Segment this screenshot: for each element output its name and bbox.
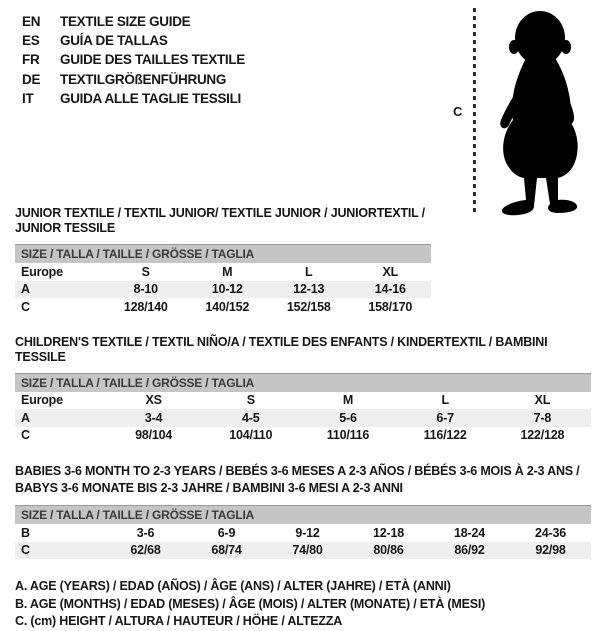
language-code: IT: [22, 90, 34, 106]
table-row: [15, 409, 591, 427]
value-cell: 74/80: [292, 543, 323, 558]
row-label-cell: A: [21, 410, 30, 425]
junior-size-table: [15, 263, 431, 316]
row-label-cell: A: [21, 282, 30, 297]
language-row-en: [22, 12, 245, 31]
table-row: [15, 427, 591, 445]
babies-size-table: [15, 524, 591, 559]
row-label-cell: C: [21, 543, 30, 558]
language-title: GUÍA DE TALLAS: [60, 33, 168, 49]
junior-size-header-band: SIZE / TALLA / TAILLE / GRÖSSE / TAGLIA: [15, 244, 431, 263]
value-cell: 24-36: [535, 525, 566, 540]
value-cell: 18-24: [454, 525, 485, 540]
value-cell: 128/140: [123, 299, 168, 314]
value-cell: 3-4: [144, 410, 163, 425]
babies-table-title: [15, 463, 591, 497]
value-cell: L: [305, 264, 313, 279]
value-cell: 110/116: [326, 428, 370, 443]
language-row-es: [22, 31, 245, 50]
language-code: FR: [22, 52, 40, 68]
value-cell: 140/152: [205, 299, 250, 314]
footnote-age-years: A. AGE (YEARS) / EDAD (AÑOS) / ÂGE (ANS) / ALTER (JAHRE) / ETÀ (ANNI): [15, 579, 451, 593]
height-dotted-line: [473, 8, 476, 212]
height-measure-figure: [448, 6, 598, 218]
table-row: [15, 281, 431, 299]
babies-size-header-band: SIZE / TALLA / TAILLE / GRÖSSE / TAGLIA: [15, 505, 591, 524]
language-title: GUIDA ALLE TAGLIE TESSILI: [60, 90, 241, 106]
value-cell: M: [342, 393, 354, 408]
value-cell: S: [141, 264, 150, 279]
value-cell: S: [246, 393, 255, 408]
value-cell: 5-6: [339, 410, 357, 425]
row-label-cell: B: [21, 525, 30, 540]
language-title: TEXTILGRÖßENFÜHRUNG: [60, 71, 227, 87]
value-cell: 152/158: [286, 299, 331, 314]
value-cell: L: [441, 393, 449, 408]
table-row: [15, 263, 431, 281]
value-cell: 6-9: [217, 525, 236, 540]
language-code: EN: [22, 14, 41, 29]
value-cell: 80/86: [373, 543, 404, 558]
value-cell: 116/122: [423, 428, 467, 443]
children-textile-section: [15, 335, 591, 445]
height-measure-label: C: [453, 104, 463, 119]
babies-table-title-line2: BABYS 3-6 MONATE BIS 2-3 JAHRE / BAMBINI 3-6 MESI A 2-3 ANNI: [15, 481, 403, 495]
row-label-cell: Europe: [21, 264, 63, 279]
value-cell: 86/92: [454, 543, 485, 558]
table-row: [15, 524, 591, 542]
value-cell: 9-12: [295, 525, 320, 540]
row-label-cell: C: [21, 428, 30, 443]
language-row-fr: [22, 50, 245, 69]
value-cell: 6-7: [436, 410, 454, 425]
children-size-header-band: SIZE / TALLA / TAILLE / GRÖSSE / TAGLIA: [15, 373, 591, 392]
row-label-cell: C: [21, 299, 30, 314]
children-size-table: [15, 392, 591, 445]
table-row: [15, 542, 591, 560]
toddler-silhouette-icon: [488, 8, 593, 213]
value-cell: 92/98: [535, 543, 566, 558]
language-title: GUIDE DES TAILLES TEXTILE: [60, 52, 246, 68]
table-row: [15, 298, 431, 316]
language-row-de: [22, 70, 245, 89]
value-cell: 104/110: [229, 428, 273, 443]
footnotes: [15, 578, 591, 631]
value-cell: 12-18: [373, 525, 404, 540]
children-table-title: CHILDREN'S TEXTILE / TEXTIL NIÑO/A / TEXTILE DES ENFANTS / KINDERTEXTIL / BAMBINI TESSILE: [15, 334, 548, 364]
footnote-height-cm: C. (cm) HEIGHT / ALTURA / HAUTEUR / HÖHE / ALTEZZA: [15, 614, 343, 628]
table-row: [15, 392, 591, 410]
language-title: TEXTILE SIZE GUIDE: [60, 14, 191, 29]
value-cell: 68/74: [211, 543, 242, 558]
language-row-it: [22, 89, 245, 108]
value-cell: M: [222, 264, 233, 279]
size-tables-content: [15, 206, 591, 631]
value-cell: 122/128: [520, 428, 565, 443]
value-cell: 14-16: [374, 282, 406, 297]
babies-textile-section: [15, 463, 591, 559]
junior-textile-section: [15, 206, 431, 316]
value-cell: 158/170: [368, 299, 413, 314]
babies-table-title-line1: BABIES 3-6 MONTH TO 2-3 YEARS / BEBÉS 3-6 MESES A 2-3 AÑOS / BÉBÉS 3-6 MOIS À 2-3 ANS /: [15, 464, 580, 478]
value-cell: 3-6: [136, 525, 155, 540]
value-cell: XL: [382, 264, 399, 279]
value-cell: 8-10: [133, 282, 158, 297]
language-code: ES: [22, 33, 40, 49]
footnote-age-months: B. AGE (MONTHS) / EDAD (MESES) / ÂGE (MOIS) / ALTER (MONATE) / ETÀ (MESI): [15, 596, 486, 611]
junior-table-title: JUNIOR TEXTILE / TEXTIL JUNIOR/ TEXTILE JUNIOR / JUNIORTEXTIL / JUNIOR TESSILE: [15, 206, 425, 235]
language-code: DE: [22, 71, 41, 87]
language-title-list: [22, 12, 245, 108]
value-cell: 4-5: [242, 410, 260, 425]
row-label-cell: Europe: [21, 393, 63, 408]
value-cell: 10-12: [211, 282, 243, 297]
value-cell: XL: [534, 393, 551, 408]
value-cell: 62/68: [130, 543, 161, 558]
value-cell: 98/104: [135, 428, 173, 443]
value-cell: 12-13: [293, 282, 325, 297]
value-cell: 7-8: [533, 410, 552, 425]
value-cell: XS: [145, 393, 162, 408]
